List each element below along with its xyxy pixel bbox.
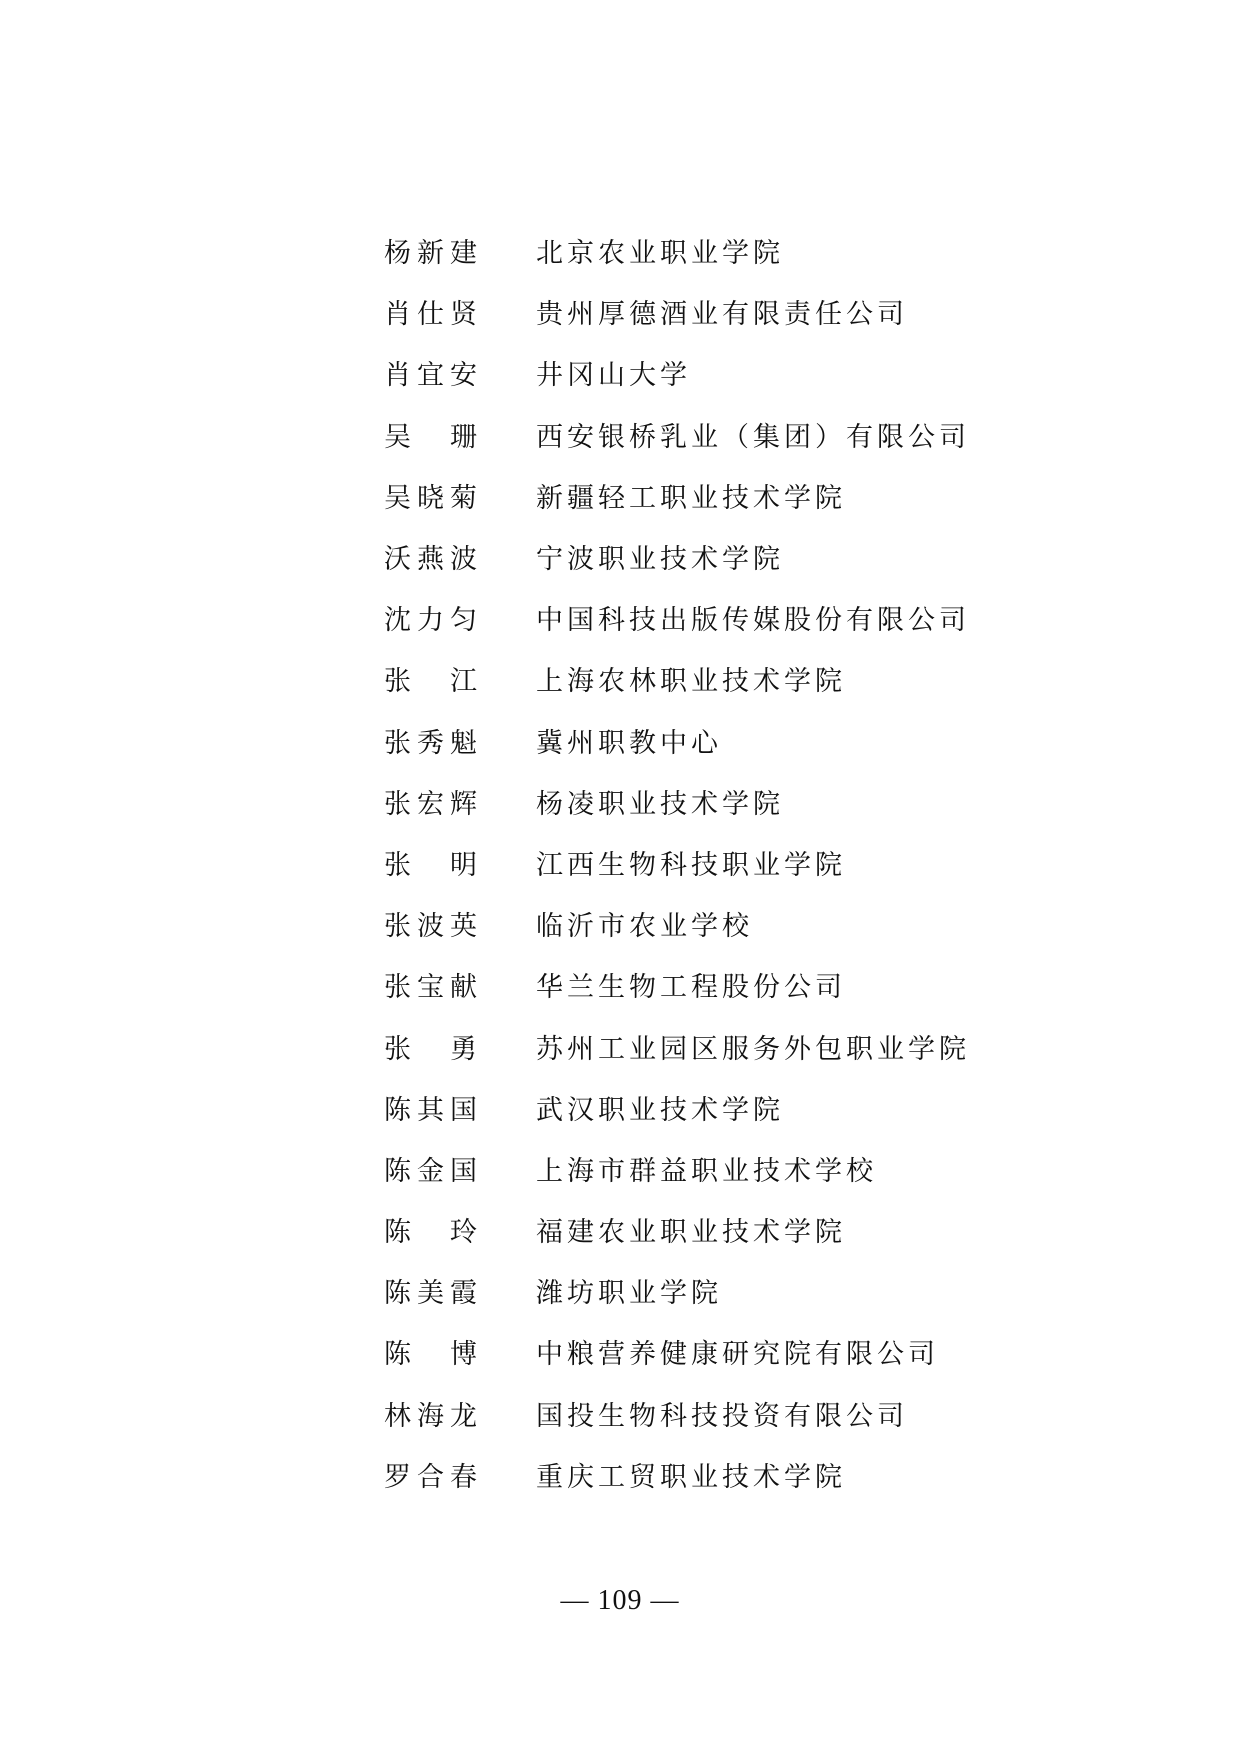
organization-name: 重庆工贸职业技术学院 (536, 1461, 846, 1493)
person-name: 张 勇 (384, 1033, 483, 1065)
roster-list (384, 220, 1124, 1505)
page-number: — 109 — (560, 1585, 680, 1616)
roster-row (384, 1199, 1124, 1260)
roster-row (384, 220, 1124, 281)
organization-name: 宁波职业技术学院 (536, 544, 784, 576)
person-name: 张宝献 (384, 972, 483, 1004)
person-name: 吴晓菊 (384, 482, 483, 514)
roster-row (384, 587, 1124, 648)
person-name: 陈美霞 (384, 1278, 483, 1310)
roster-row (384, 1077, 1124, 1138)
roster-row (384, 342, 1124, 403)
roster-row (384, 954, 1124, 1015)
organization-name: 上海农林职业技术学院 (536, 666, 846, 698)
organization-name: 武汉职业技术学院 (536, 1094, 784, 1126)
roster-row (384, 526, 1124, 587)
organization-name: 西安银桥乳业（集团）有限公司 (536, 421, 970, 453)
roster-row (384, 1383, 1124, 1444)
roster-row (384, 281, 1124, 342)
person-name: 沃燕波 (384, 544, 483, 576)
person-name: 杨新建 (384, 238, 483, 270)
roster-row (384, 648, 1124, 709)
organization-name: 华兰生物工程股份公司 (536, 972, 846, 1004)
person-name: 陈 博 (384, 1339, 483, 1371)
roster-row (384, 1260, 1124, 1321)
organization-name: 井冈山大学 (536, 360, 691, 392)
organization-name: 中粮营养健康研究院有限公司 (536, 1339, 939, 1371)
roster-row (384, 465, 1124, 526)
person-name: 吴 珊 (384, 421, 483, 453)
person-name: 沈力匀 (384, 605, 483, 637)
person-name: 张 明 (384, 849, 483, 881)
roster-row (384, 1138, 1124, 1199)
organization-name: 福建农业职业技术学院 (536, 1217, 846, 1249)
organization-name: 苏州工业园区服务外包职业学院 (536, 1033, 970, 1065)
roster-row (384, 1444, 1124, 1505)
person-name: 肖宜安 (384, 360, 483, 392)
person-name: 张 江 (384, 666, 483, 698)
organization-name: 潍坊职业学院 (536, 1278, 722, 1310)
organization-name: 杨凌职业技术学院 (536, 788, 784, 820)
roster-row (384, 771, 1124, 832)
organization-name: 江西生物科技职业学院 (536, 849, 846, 881)
person-name: 肖仕贤 (384, 299, 483, 331)
person-name: 张宏辉 (384, 788, 483, 820)
organization-name: 新疆轻工职业技术学院 (536, 482, 846, 514)
roster-row (384, 893, 1124, 954)
organization-name: 冀州职教中心 (536, 727, 722, 759)
person-name: 罗合春 (384, 1461, 483, 1493)
person-name: 陈 玲 (384, 1217, 483, 1249)
organization-name: 北京农业职业学院 (536, 238, 784, 270)
roster-row (384, 404, 1124, 465)
roster-row (384, 710, 1124, 771)
person-name: 张秀魁 (384, 727, 483, 759)
organization-name: 中国科技出版传媒股份有限公司 (536, 605, 970, 637)
person-name: 张波英 (384, 911, 483, 943)
person-name: 林海龙 (384, 1400, 483, 1432)
organization-name: 临沂市农业学校 (536, 911, 753, 943)
organization-name: 贵州厚德酒业有限责任公司 (536, 299, 908, 331)
person-name: 陈其国 (384, 1094, 483, 1126)
person-name: 陈金国 (384, 1155, 483, 1187)
organization-name: 国投生物科技投资有限公司 (536, 1400, 908, 1432)
roster-row (384, 832, 1124, 893)
roster-row (384, 1321, 1124, 1382)
organization-name: 上海市群益职业技术学校 (536, 1155, 877, 1187)
roster-row (384, 1015, 1124, 1076)
